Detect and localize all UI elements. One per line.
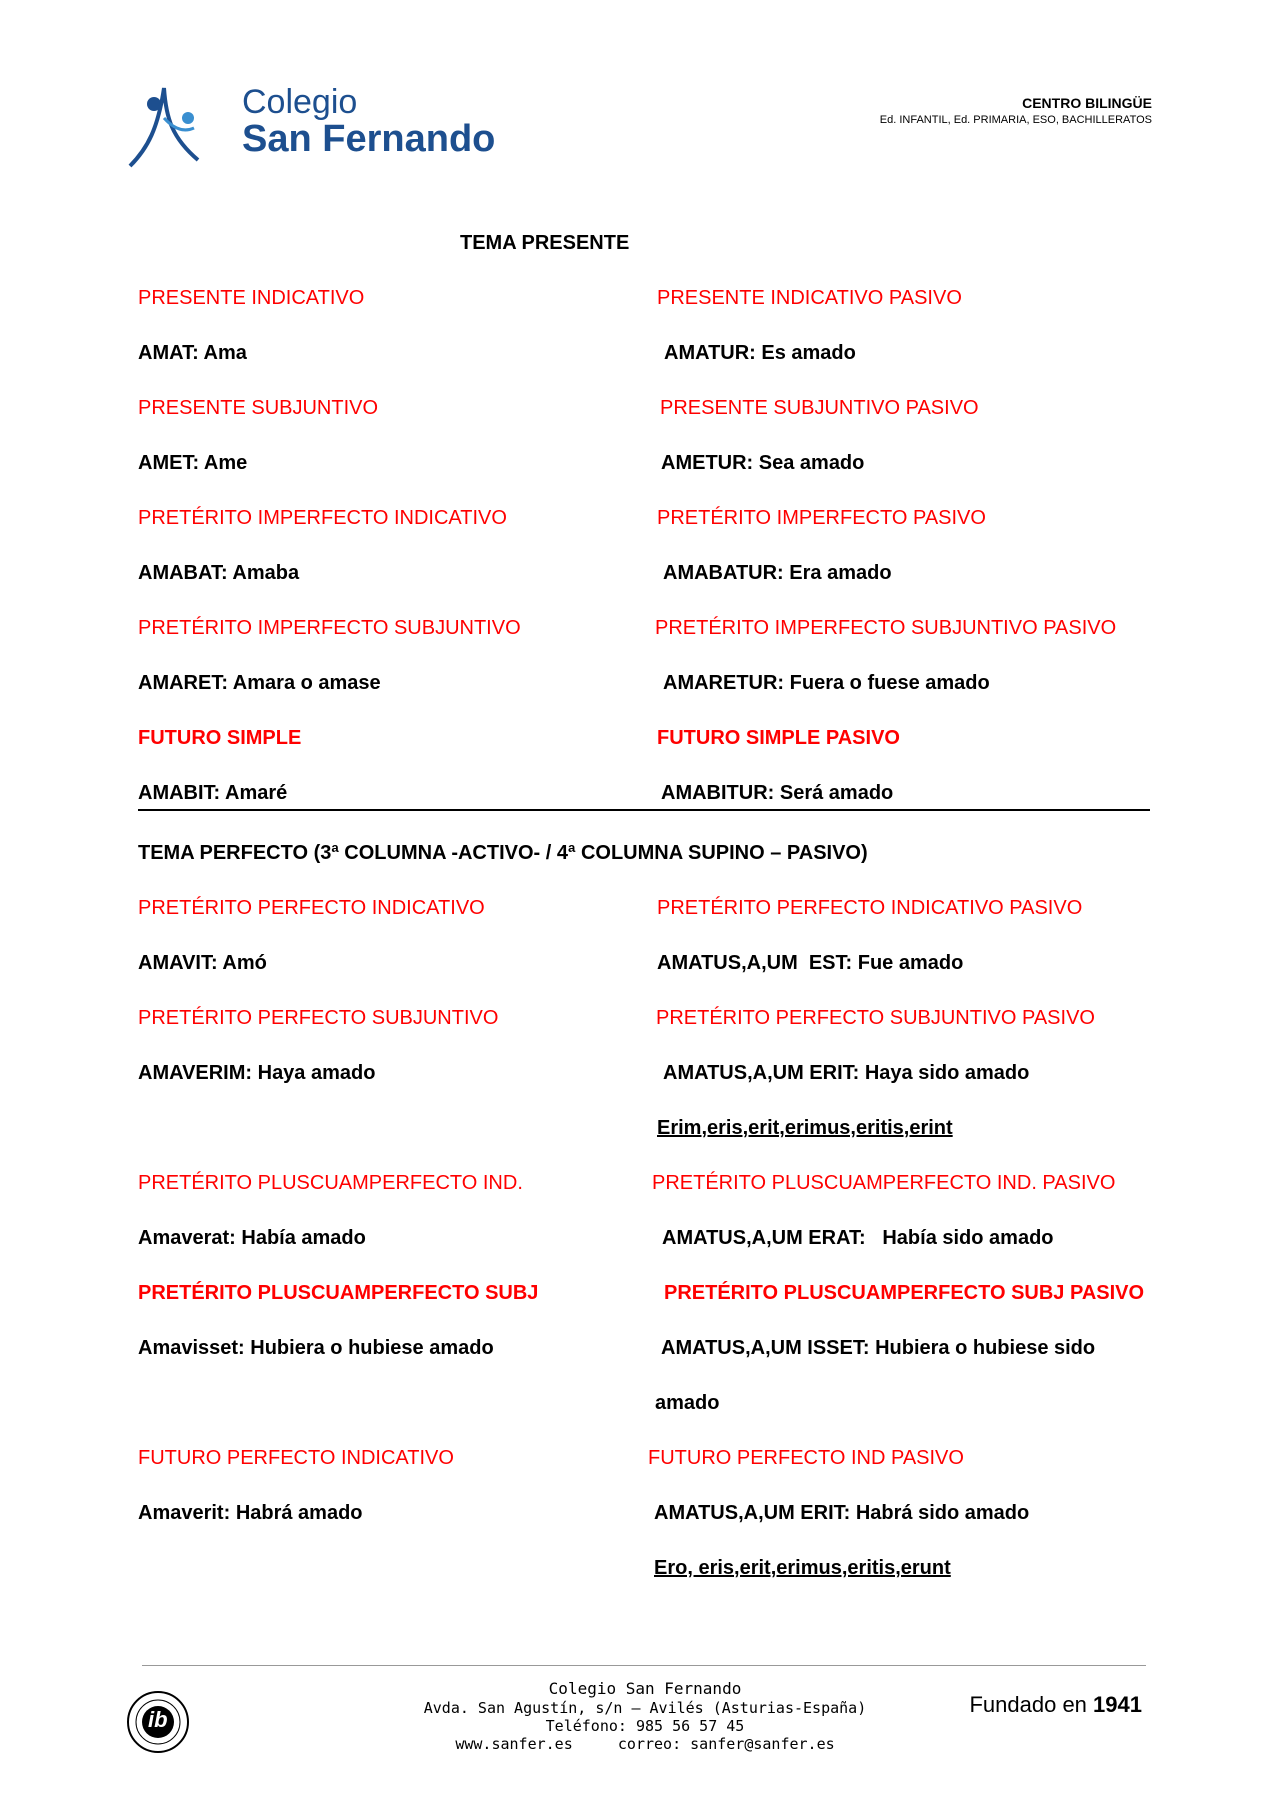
- left-value: AMARET: Amara o amase: [138, 672, 381, 694]
- right-label: PRETÉRITO IMPERFECTO PASIVO: [657, 507, 986, 529]
- footer-school: Colegio San Fernando: [548, 1679, 742, 1698]
- left-label: FUTURO PERFECTO INDICATIVO: [138, 1447, 454, 1469]
- right-label: PRETÉRITO PERFECTO SUBJUNTIVO PASIVO: [656, 1007, 1095, 1029]
- left-value: Amaverat: Había amado: [138, 1227, 366, 1249]
- right-label: FUTURO PERFECTO IND PASIVO: [648, 1447, 964, 1469]
- right-value: AMATUS,A,UM ERIT: Haya sido amado: [663, 1062, 1030, 1084]
- ib-mark: ib: [148, 1707, 168, 1732]
- right-value: AMARETUR: Fuera o fuese amado: [663, 672, 990, 694]
- right-label: PRETÉRITO PERFECTO INDICATIVO PASIVO: [657, 897, 1083, 919]
- left-value: AMET: Ame: [138, 452, 248, 474]
- right-label: FUTURO SIMPLE PASIVO: [657, 727, 900, 749]
- right-value: AMABITUR: Será amado: [661, 782, 894, 804]
- fundado: [969, 1692, 1142, 1718]
- right-value: AMABATUR: Era amado: [663, 562, 892, 584]
- right-label: PRETÉRITO PLUSCUAMPERFECTO IND. PASIVO: [652, 1172, 1116, 1194]
- ero-endings: Ero, eris,erit,erimus,eritis,erunt: [654, 1557, 951, 1579]
- left-label: PRETÉRITO PLUSCUAMPERFECTO IND.: [138, 1172, 523, 1194]
- right-value: AMATUS,A,UM ERIT: Habrá sido amado: [654, 1502, 1030, 1524]
- centro-bilingue: CENTRO BILINGÜE: [1022, 95, 1152, 111]
- right-label: PRESENTE SUBJUNTIVO PASIVO: [660, 397, 979, 419]
- centro-subtitle: Ed. INFANTIL, Ed. PRIMARIA, ESO, BACHILLERATOS: [879, 114, 1152, 126]
- right-value: AMATUS,A,UM ISSET: Hubiera o hubiese sido: [661, 1337, 1096, 1359]
- ib-logo: [126, 1690, 190, 1754]
- footer-divider: [142, 1665, 1146, 1666]
- footer-web: www.sanfer.es correo: sanfer@sanfer.es: [455, 1735, 835, 1753]
- left-label: PRESENTE INDICATIVO: [138, 287, 365, 309]
- left-label: PRESENTE SUBJUNTIVO: [138, 397, 379, 419]
- left-label: FUTURO SIMPLE: [138, 727, 302, 749]
- left-value: AMABIT: Amaré: [138, 782, 288, 804]
- section-divider: [138, 809, 1150, 811]
- fundado-text: Fundado en: [969, 1692, 1087, 1717]
- left-value: AMAVIT: Amó: [138, 952, 267, 974]
- right-label: PRETÉRITO IMPERFECTO SUBJUNTIVO PASIVO: [655, 617, 1117, 639]
- left-label: PRETÉRITO IMPERFECTO SUBJUNTIVO: [138, 617, 521, 639]
- left-value: Amaverit: Habrá amado: [138, 1502, 363, 1524]
- right-label: PRETÉRITO PLUSCUAMPERFECTO SUBJ PASIVO: [664, 1282, 1145, 1304]
- left-value: AMAVERIM: Haya amado: [138, 1062, 376, 1084]
- left-value: Amavisset: Hubiera o hubiese amado: [138, 1337, 494, 1359]
- left-value: AMABAT: Amaba: [138, 562, 300, 584]
- erit-endings: Erim,eris,erit,erimus,eritis,erint: [657, 1117, 953, 1139]
- left-label: PRETÉRITO PERFECTO SUBJUNTIVO: [138, 1007, 499, 1029]
- logo-line1: Colegio: [242, 83, 358, 121]
- left-label: PRETÉRITO PLUSCUAMPERFECTO SUBJ: [138, 1282, 539, 1304]
- right-value: AMATUS,A,UM EST: Fue amado: [657, 952, 964, 974]
- right-value: AMATUR: Es amado: [664, 342, 856, 364]
- footer-phone: Teléfono: 985 56 57 45: [545, 1717, 745, 1735]
- right-value-continued: amado: [655, 1392, 720, 1414]
- tema-presente-title: TEMA PRESENTE: [460, 232, 630, 254]
- left-label: PRETÉRITO IMPERFECTO INDICATIVO: [138, 507, 507, 529]
- footer-address: Avda. San Agustín, s/n – Avilés (Asturias-España): [423, 1699, 867, 1717]
- right-label: PRESENTE INDICATIVO PASIVO: [657, 287, 962, 309]
- fundado-year: 1941: [1093, 1692, 1142, 1717]
- right-value: AMATUS,A,UM ERAT: Había sido amado: [662, 1227, 1054, 1249]
- left-value: AMAT: Ama: [138, 342, 247, 364]
- tema-perfecto-title: TEMA PERFECTO (3ª COLUMNA -ACTIVO- / 4ª COLUMNA SUPINO – PASIVO): [138, 842, 868, 864]
- left-label: PRETÉRITO PERFECTO INDICATIVO: [138, 897, 485, 919]
- logo-line2: San Fernando: [242, 118, 496, 160]
- right-value: AMETUR: Sea amado: [661, 452, 865, 474]
